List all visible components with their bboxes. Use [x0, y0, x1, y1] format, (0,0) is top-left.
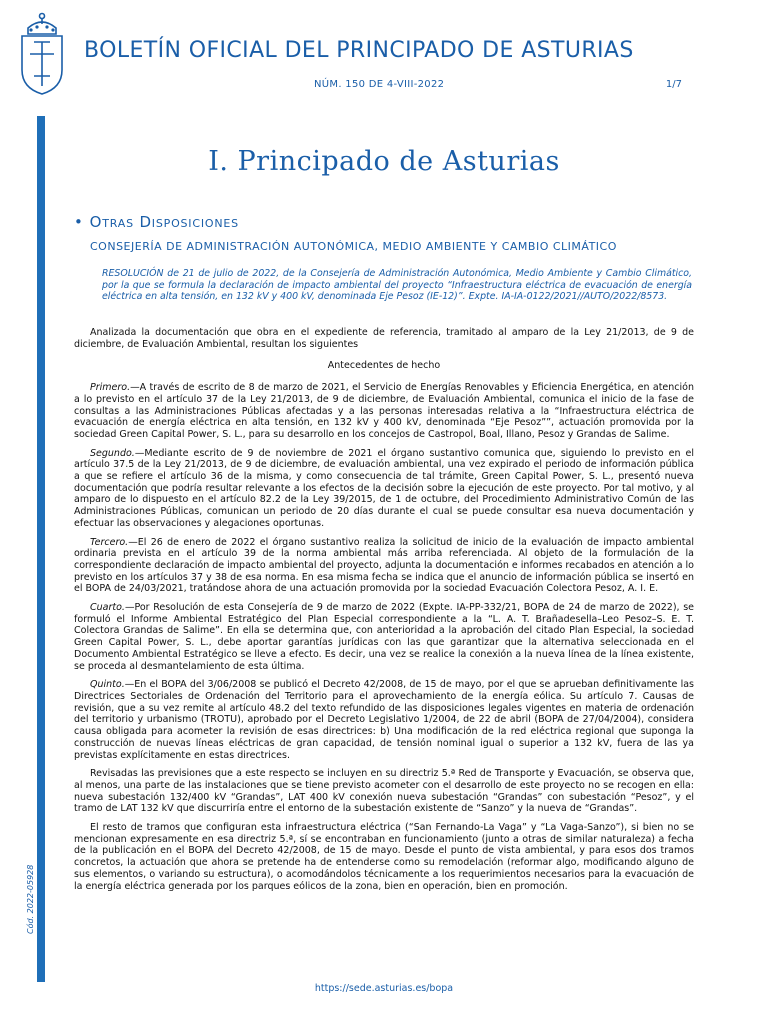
page-number: 1/7	[665, 79, 682, 90]
footer-link[interactable]: https://sede.asturias.es/bopa	[314, 983, 454, 994]
paragraph	[74, 448, 694, 530]
paragraph	[74, 537, 694, 596]
subsection-heading	[74, 213, 239, 231]
intro-paragraph: Analizada la documentación que obra en el expediente de referencia, tramitado al amparo de la Ley 21/2013, de 9 de diciembre, de Evaluación Ambiental, resultan los siguientes	[74, 327, 694, 350]
paragraph-label: Quinto.	[90, 679, 125, 691]
paragraph-text: —A través de escrito de 8 de marzo de 2021, el Servicio de Energías Renovables y Eficiencia Energética, en atención a lo previsto en el artículo 37 de la Ley 21/2013, de 9 de diciembre, de Evaluación Ambiental, comunica el inicio de la fase de consultas a las Administraciones Públicas afectadas y a las personas interesadas relativa a la “Infraestructura eléctrica de evacuación de energía eléctrica en alta tensión, en 132 kV y 400 kV, denominada “Eje Pesoz””, actuación promovida por la sociedad Green Capital Power, S. L., para su desarrollo en los concejos de Castropol, Boal, Illano, Pesoz y Grandas de Salime.	[74, 382, 694, 440]
paragraph-text: —En el BOPA del 3/06/2008 se publicó el Decreto 42/2008, de 15 de mayo, por el que se aprueban definitivamente las Directrices Sectoriales de Ordenación del Territorio para el aprovechamiento de la energía eólica. Su artículo 7. Causas de revisión, que a su vez remite al artículo 48.2 del texto refundido de las disposiciones legales vigentes en materia de ordenación del territorio y urbanismo (TROTU), aprobado por el Decreto Legislativo 1/2004, de 22 de abril (BOPA de 27/04/2004), considera causa obligada para acometer la revisión de esas directrices: b) Una modificación de la red eléctrica regional que suponga la construcción de nuevas líneas eléctricas de gran capacidad, de tensión nominal igual o superior a 132 kV, fuera de las ya previstas explícitamente en estas directrices.	[74, 679, 694, 761]
section-title: I. Principado de Asturias	[208, 146, 560, 177]
asturias-coat-of-arms-icon	[16, 10, 68, 96]
paragraph	[74, 768, 694, 815]
paragraph-text: —Mediante escrito de 9 de noviembre de 2021 el órgano sustantivo comunica que, siguiendo lo previsto en el artículo 37.5 de la Ley 21/2013, de 9 de diciembre, de evaluación ambiental, una vez expirado el periodo de información pública a que se refiere el artículo 36 de la misma, y como consecuencia de tal trámite, Green Capital Power, S. L., presentó nueva documentación que podría resultar relevante a los efectos de la decisión sobre la ejecución de este proyecto. Por tal motivo, y al amparo de lo dispuesto en el artículo 82.2 de la Ley 39/2015, de 1 de octubre, del Procedimiento Administrativo Común de las Administraciones Públicas, comunican un periodo de 20 días durante el cual se puede consultar esa nueva documentación y efectuar las observaciones y alegaciones oportunas.	[74, 447, 694, 529]
subsection-label: Otras Disposiciones	[89, 213, 239, 231]
antecedentes-heading: Antecedentes de hecho	[327, 360, 441, 372]
paragraph-text: —El 26 de enero de 2022 el órgano sustantivo realiza la solicitud de inicio de la evaluación de impacto ambiental ordinaria prevista en el artículo 39 de la norma ambiental más arriba referenciada. Al objeto de la formulación de la correspondiente declaración de impacto ambiental del proyecto, adjunta la documentación e informes recabados en atención a lo previsto en los artículos 37 y 38 de esa norma. En esa misma fecha se indica que el anuncio de información pública se insertó en el BOPA de 24/03/2021, tratándose ahora de una actuación promovida por la sociedad Evacuación Colectora Pesoz, A. I. E.	[74, 536, 694, 595]
document-body	[74, 327, 694, 899]
paragraph	[74, 679, 694, 761]
paragraph-label: Cuarto.	[90, 602, 125, 614]
document-code: Cód. 2022-05928	[26, 864, 35, 934]
paragraph-text: —Por Resolución de esta Consejería de 9 de marzo de 2022 (Expte. IA-PP-332/21, BOPA de 24 de marzo de 2022), se formuló el Informe Ambiental Estratégico del Plan Especial correspondiente a la “L. A. T. Brañadesella–Leo Pesoz–S. E. T. Colectora Grandas de Salime”. En ella se determina que, con anterioridad a la aprobación del citado Plan Especial, la sociedad Green Capital Power, S. L., debe aportar garantías jurídicas con las que garantizar que la alternativa seleccionada en el Documento Ambiental Estratégico se lleve a efecto. Es decir, una vez se realice la conexión a la nueva línea de la línea existente, se proceda al desmantelamiento de esta última.	[74, 602, 694, 672]
paragraph-label: Primero.	[90, 382, 131, 394]
paragraph	[74, 602, 694, 672]
ministry-name: CONSEJERÍA DE ADMINISTRACIÓN AUTONÓMICA, MEDIO AMBIENTE Y CAMBIO CLIMÁTICO	[90, 240, 617, 253]
paragraph-label: Tercero.	[90, 536, 129, 548]
paragraph-label: Segundo.	[90, 447, 135, 459]
side-bar	[37, 116, 45, 982]
bullet-icon: •	[74, 213, 84, 231]
bulletin-title: BOLETÍN OFICIAL DEL PRINCIPADO DE ASTURIAS	[84, 38, 634, 63]
paragraph-text: El resto de tramos que configuran esta infraestructura eléctrica (“San Fernando-La Vaga” y “La Vaga-Sanzo”), si bien no se mencionan expresamente en esa directriz 5.ª, sí se encontraban en funcionamiento (junto a otras de similar naturaleza) a fecha de la publicación en el BOPA del Decreto 42/2008, de 15 de mayo. Desde el punto de vista ambiental, y para esos dos tramos concretos, la actuación que ahora se pretende ha de entenderse como su remodelación (reformar algo, modificando alguno de sus elementos, o variando su estructura), o acomodándolos técnicamente a los requerimientos necesarios para la evacuación de la energía eléctrica generada por los parques eólicos de la zona, bien en operación, bien en promoción.	[74, 822, 694, 892]
paragraph	[74, 822, 694, 892]
issue-number: NÚM. 150 DE 4-VIII-2022	[314, 79, 445, 90]
paragraph	[74, 382, 694, 441]
resolution-summary: RESOLUCIÓN de 21 de julio de 2022, de la Consejería de Administración Autonómica, Medio Ambiente y Cambio Climático, por la que se formula la declaración de impacto ambiental del proyecto “Infraestructura eléctrica de evacuación de energía eléctrica en alta tensión, en 132 kV y 400 kV, denominada Eje Pesoz (IE-12)”. Expte. IA-IA-0122/2021//AUTO/2022/8573.	[102, 268, 692, 303]
paragraph-text: Revisadas las previsiones que a este respecto se incluyen en su directriz 5.ª Red de Transporte y Evacuación, se observa que, al menos, una parte de las instalaciones que se tiene previsto acometer con el desarrollo de este proyecto no se recogen en ella: nueva subestación 132/400 kV “Grandas”, LAT 400 kV conexión nueva subestación “Grandas” con subestación “Pesoz”, y el tramo de LAT 132 kV que discurriría entre el entorno de la subestación existente de “Sanzo” y la nueva de “Grandas”.	[74, 768, 694, 815]
